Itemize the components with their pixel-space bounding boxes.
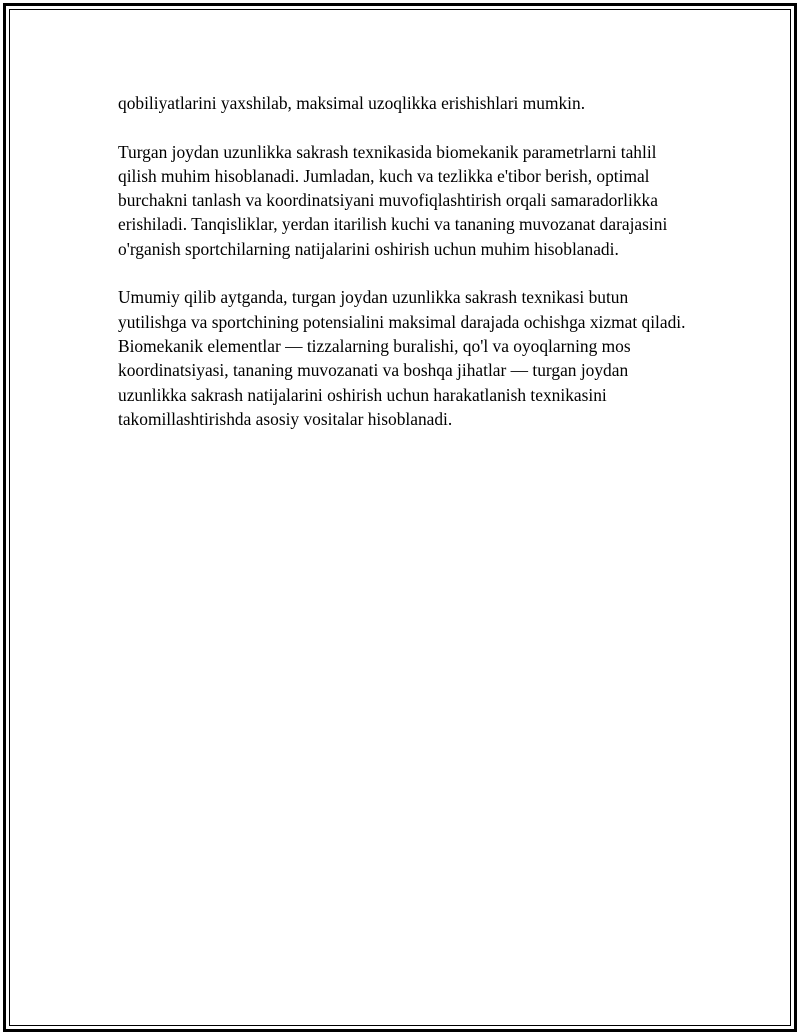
document-body [118, 91, 688, 431]
paragraph-conclusion: Umumiy qilib aytganda, turgan joydan uzunlikka sakrash texnikasi butun yutilishga va sportchining potensialini maksimal darajada ochishga xizmat qiladi. Biomekanik elementlar — tizzalarning buralishi, qo'l va oyoqlarning mos koordinatsiyasi, tananing muvozanati va boshqa jihatlar — turgan joydan uzunlikka sakrash natijalarini oshirish uchun harakatlanish texnikasini takomillashtirishda asosiy vositalar hisoblanadi. [118, 287, 686, 429]
paragraph-continuation: qobiliyatlarini yaxshilab, maksimal uzoqlikka erishishlari mumkin. [118, 93, 586, 113]
paragraph-biomechanics: Turgan joydan uzunlikka sakrash texnikasida biomekanik parametrlarni tahlil qilish muhim hisoblanadi. Jumladan, kuch va tezlikka e'tibor berish, optimal burchakni tanlash va koordinatsiyani muvofiqlashtirish orqali samaradorlikka erishiladi. Tanqisliklar, yerdan itarilish kuchi va tananing muvozanat darajasini o'rganish sportchilarning natijalarini oshirish uchun muhim hisoblanadi. [118, 141, 668, 259]
